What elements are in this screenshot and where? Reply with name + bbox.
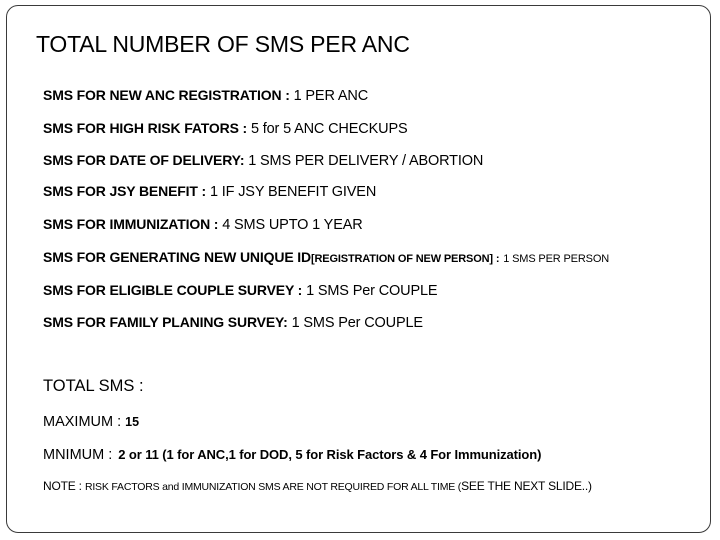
minimum-value: 2 or 11 (1 for ANC,1 for DOD, 5 for Risk Factors & 4 For Immunization) — [118, 447, 542, 462]
maximum-line — [43, 414, 139, 430]
item-label: SMS FOR GENERATING NEW UNIQUE ID — [43, 249, 311, 265]
item-label: SMS FOR DATE OF DELIVERY: — [43, 152, 245, 168]
sms-item-immunization — [43, 216, 363, 233]
minimum-label: MNIMUM : — [43, 447, 113, 463]
sms-item-eligible-couple-survey — [43, 282, 437, 299]
item-value: 1 SMS Per COUPLE — [306, 283, 438, 299]
maximum-label: MAXIMUM : — [43, 414, 122, 430]
item-label-extra: [REGISTRATION OF NEW PERSON] : — [310, 253, 500, 265]
item-label: SMS FOR HIGH RISK FATORS : — [43, 120, 248, 136]
item-label: SMS FOR FAMILY PLANING SURVEY: — [43, 314, 288, 330]
sms-item-family-planning-survey — [43, 314, 423, 331]
sms-item-new-anc-registration — [43, 87, 368, 104]
slide-title: TOTAL NUMBER OF SMS PER ANC — [36, 31, 410, 57]
sms-item-jsy-benefit — [43, 183, 376, 200]
sms-item-new-unique-id — [43, 249, 609, 266]
item-value: 4 SMS UPTO 1 YEAR — [222, 217, 363, 233]
sms-item-high-risk-factors — [43, 120, 408, 137]
total-sms-heading: TOTAL SMS : — [43, 377, 144, 395]
item-label: SMS FOR NEW ANC REGISTRATION : — [43, 87, 290, 103]
note-label: NOTE : — [43, 479, 82, 493]
sms-item-date-of-delivery — [43, 152, 483, 169]
note-text: RISK FACTORS and IMMUNIZATION SMS ARE NOT REQUIRED FOR ALL TIME ( — [84, 481, 462, 493]
item-label: SMS FOR ELIGIBLE COUPLE SURVEY : — [43, 282, 303, 298]
item-value: 1 PER ANC — [293, 88, 369, 104]
note-line — [43, 479, 592, 493]
item-value: 1 SMS Per COUPLE — [291, 315, 423, 331]
maximum-value: 15 — [125, 415, 140, 429]
item-label: SMS FOR IMMUNIZATION : — [43, 216, 219, 232]
note-see-next: SEE THE NEXT SLIDE — [461, 479, 582, 493]
item-value: 1 IF JSY BENEFIT GIVEN — [209, 184, 377, 200]
item-value: 1 SMS PER DELIVERY / ABORTION — [248, 153, 484, 169]
note-end: ..) — [581, 479, 592, 493]
minimum-line — [43, 447, 541, 463]
item-value: 1 SMS PER PERSON — [503, 253, 610, 265]
item-label: SMS FOR JSY BENEFIT : — [43, 183, 207, 199]
item-value: 5 for 5 ANC CHECKUPS — [250, 121, 408, 137]
